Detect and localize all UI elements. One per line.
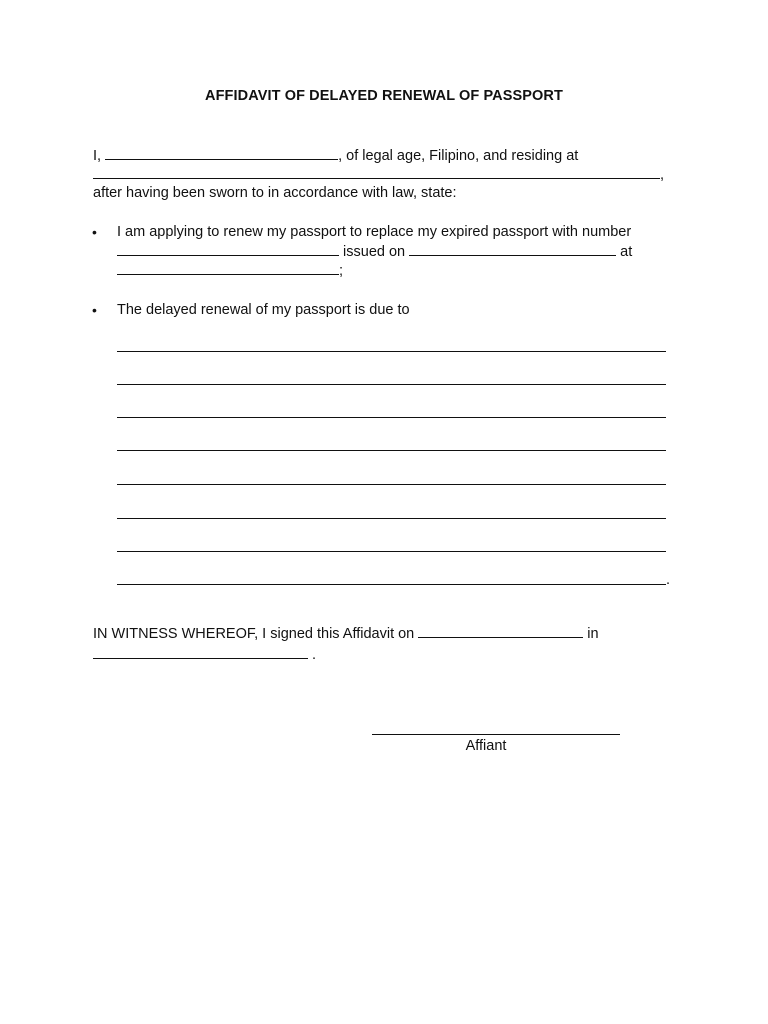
item2-text: The delayed renewal of my passport is due to — [117, 302, 410, 318]
witness-in: in — [583, 626, 599, 642]
item1-line-3 — [117, 261, 343, 281]
intro-line-1 — [93, 146, 578, 166]
issue-place-blank[interactable] — [117, 261, 339, 275]
intro-prefix: I, — [93, 148, 106, 164]
residence-blank[interactable] — [93, 165, 660, 179]
reason-line-2[interactable] — [117, 384, 666, 385]
affiant-label: Affiant — [465, 738, 507, 754]
passport-number-blank[interactable] — [117, 242, 339, 256]
reason-line-3[interactable] — [117, 417, 666, 418]
signing-date-blank[interactable] — [418, 624, 583, 638]
witness-line-2 — [93, 645, 316, 665]
reason-line-7[interactable] — [117, 551, 666, 552]
document-title: AFFIDAVIT OF DELAYED RENEWAL OF PASSPORT — [205, 88, 563, 104]
signature-line[interactable] — [372, 734, 620, 735]
issue-date-blank[interactable] — [409, 242, 616, 256]
intro-after-name: , of legal age, Filipino, and residing at — [338, 148, 579, 164]
reason-line-8[interactable] — [117, 584, 666, 585]
bullet-1: • — [92, 224, 97, 240]
reason-line-5[interactable] — [117, 484, 666, 485]
witness-line-1 — [93, 624, 599, 644]
item1-line-2 — [117, 242, 632, 262]
signing-place-blank[interactable] — [93, 645, 308, 659]
item1-at: at — [616, 244, 633, 260]
reason-line-6[interactable] — [117, 518, 666, 519]
item1-line-1: I am applying to renew my passport to replace my expired passport with number — [117, 224, 632, 240]
witness-text: IN WITNESS WHEREOF, I signed this Affidavit on — [93, 626, 419, 642]
bullet-2: • — [92, 302, 97, 318]
name-blank[interactable] — [105, 146, 338, 160]
item1-end: ; — [339, 263, 344, 279]
intro-line2-end: , — [660, 167, 665, 183]
reason-line-1[interactable] — [117, 351, 666, 352]
reason-final-punct: . — [666, 572, 671, 588]
item1-issued-on: issued on — [339, 244, 410, 260]
reason-line-4[interactable] — [117, 450, 666, 451]
intro-line-2 — [93, 165, 664, 185]
intro-line-3: after having been sworn to in accordance with law, state: — [93, 185, 457, 201]
witness-end: . — [308, 647, 317, 663]
